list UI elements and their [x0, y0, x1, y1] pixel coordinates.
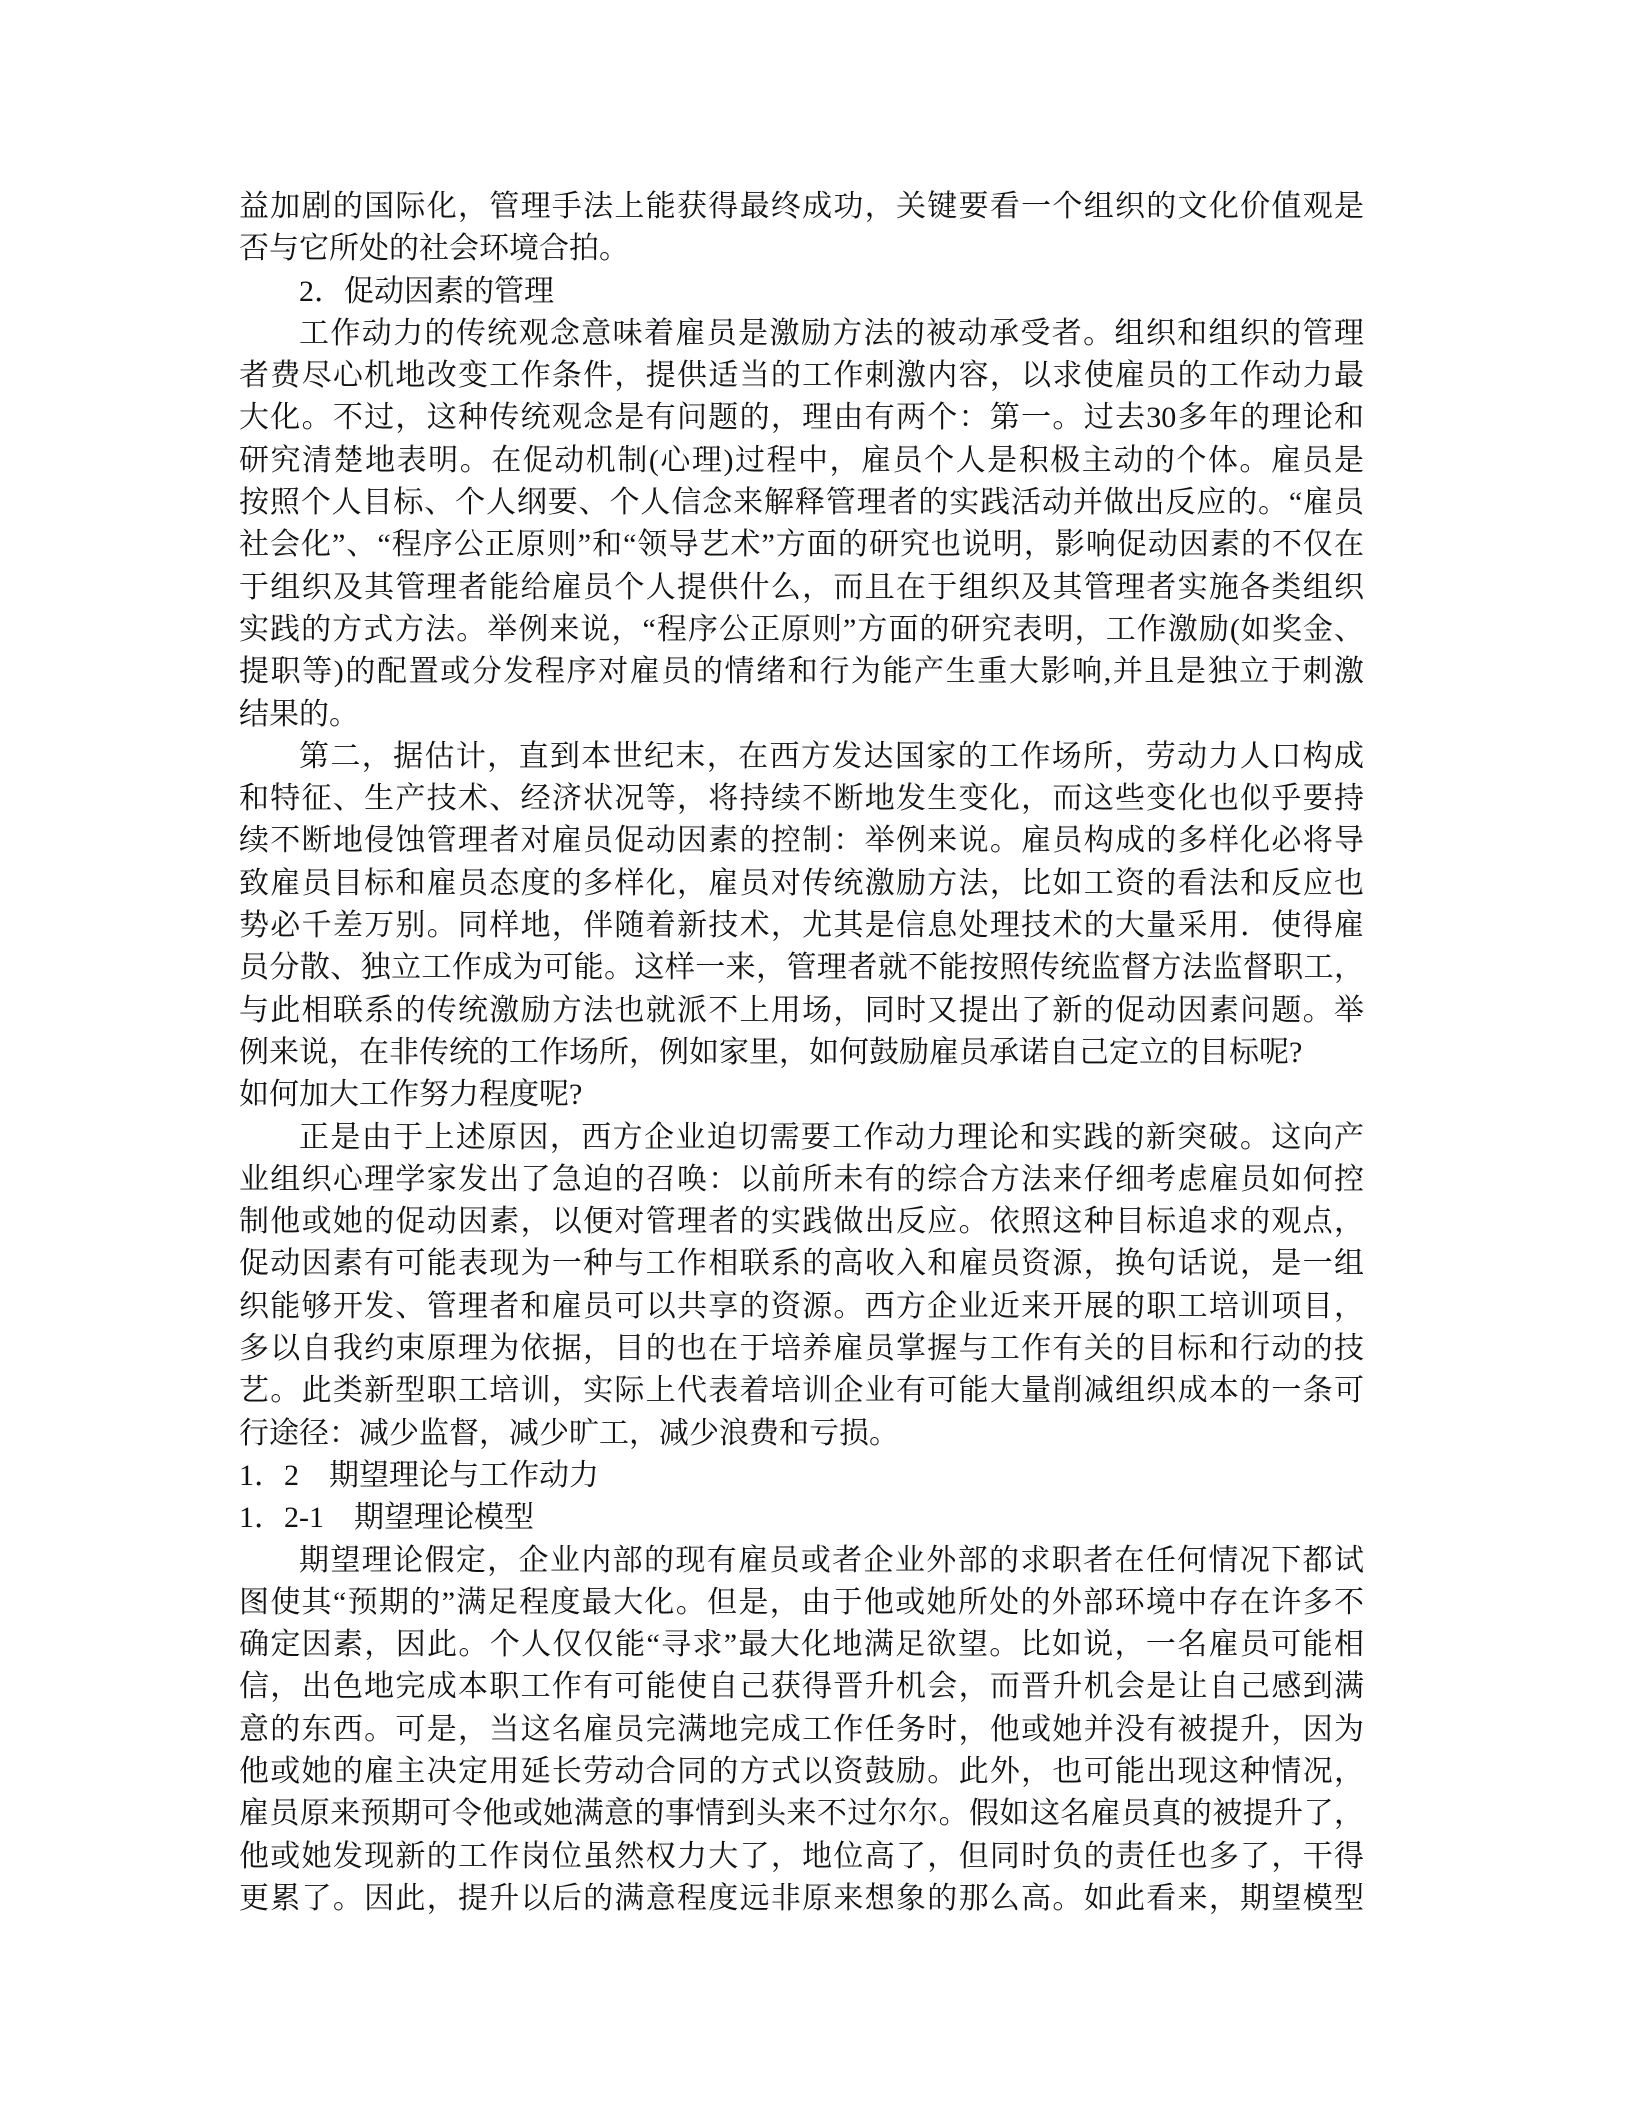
text-line: 他或她发现新的工作岗位虽然权力大了，地位高了，但同时负的责任也多了，干得 — [239, 1839, 1364, 1873]
text-line: 意的东西。可是，当这名雇员完满地完成工作任务时，他或她并没有被提升，因为 — [239, 1712, 1364, 1746]
text-line: 工作动力的传统观念意味着雇员是激励方法的被动承受者。组织和组织的管理 — [299, 316, 1364, 350]
text-line: 信，出色地完成本职工作有可能使自己获得晋升机会，而晋升机会是让自己感到满 — [239, 1670, 1364, 1704]
text-line: 益加剧的国际化，管理手法上能获得最终成功，关键要看一个组织的文化价值观是 — [239, 190, 1364, 223]
text-line: 业组织心理学家发出了急迫的召唤：以前所未有的综合方法来仔细考虑雇员如何控 — [239, 1162, 1364, 1196]
text-line: 期望理论假定，企业内部的现有雇员或者企业外部的求职者在任何情况下都试 — [299, 1543, 1364, 1577]
text-line: 按照个人目标、个人纲要、个人信念来解释管理者的实践活动并做出反应的。“雇员 — [239, 486, 1364, 520]
text-line: 例来说，在非传统的工作场所，例如家里，如何鼓励雇员承诺自己定立的目标呢? — [239, 1035, 1303, 1069]
text-line: 者费尽心机地改变工作条件，提供适当的工作刺激内容，以求使雇员的工作动力最 — [239, 359, 1364, 393]
text-line: 多以自我约束原理为依据，目的也在于培养雇员掌握与工作有关的目标和行动的技 — [239, 1332, 1364, 1366]
text-line: 社会化”、“程序公正原则”和“领导艺术”方面的研究也说明，影响促动因素的不仅在 — [239, 528, 1364, 562]
text-line: 雇员原来预期可令他或她满意的事情到头来不过尔尔。假如这名雇员真的被提升了， — [239, 1797, 1364, 1831]
text-line: 结果的。 — [239, 697, 359, 731]
text-line: 势必千差万别。同样地，伴随着新技术，尤其是信息处理技术的大量采用．使得雇 — [239, 909, 1364, 943]
text-line: 大化。不过，这种传统观念是有问题的，理由有两个：第一。过去30多年的理论和 — [239, 401, 1364, 435]
text-line: 如何加大工作努力程度呢? — [239, 1078, 583, 1112]
text-line: 艺。此类新型职工培训，实际上代表着培训企业有可能大量削减组织成本的一条可 — [239, 1374, 1364, 1408]
text-line: 确定因素，因此。个人仅仅能“寻求”最大化地满足欲望。比如说，一名雇员可能相 — [239, 1628, 1364, 1662]
text-line: 致雇员目标和雇员态度的多样化，雇员对传统激励方法，比如工资的看法和反应也 — [239, 866, 1364, 900]
text-line: 续不断地侵蚀管理者对雇员促动因素的控制：举例来说。雇员构成的多样化必将导 — [239, 824, 1364, 858]
text-line: 提职等)的配置或分发程序对雇员的情绪和行为能产生重大影响,并且是独立于刺激 — [239, 655, 1364, 689]
text-line: 图使其“预期的”满足程度最大化。但是，由于他或她所处的外部环境中存在许多不 — [239, 1585, 1364, 1619]
text-line: 更累了。因此，提升以后的满意程度远非原来想象的那么高。如此看来，期望模型 — [239, 1881, 1364, 1915]
text-line: 行途径：减少监督，减少旷工，减少浪费和亏损。 — [239, 1416, 899, 1450]
text-block — [239, 186, 1364, 1920]
heading-1-2: 1．2 期望理论与工作动力 — [239, 1458, 599, 1492]
text-line: 促动因素有可能表现为一种与工作相联系的高收入和雇员资源，换句话说，是一组 — [239, 1247, 1364, 1281]
text-line: 和特征、生产技术、经济状况等，将持续不断地发生变化，而这些变化也似乎要持 — [239, 782, 1364, 816]
text-line: 制他或她的促动因素，以便对管理者的实践做出反应。依照这种目标追求的观点， — [239, 1205, 1364, 1239]
text-line: 研究清楚地表明。在促动机制(心理)过程中，雇员个人是积极主动的个体。雇员是 — [239, 443, 1364, 477]
text-line: 实践的方式方法。举例来说，“程序公正原则”方面的研究表明，工作激励(如奖金、 — [239, 612, 1364, 646]
text-line: 与此相联系的传统激励方法也就派不上用场，同时又提出了新的促动因素问题。举 — [239, 993, 1364, 1027]
heading-1-2-1: 1．2-1 期望理论模型 — [239, 1501, 534, 1535]
text-line: 正是由于上述原因，西方企业迫切需要工作动力理论和实践的新突破。这向产 — [299, 1120, 1364, 1154]
text-line: 第二，据估计，直到本世纪末，在西方发达国家的工作场所，劳动力人口构成 — [299, 739, 1364, 773]
text-line: 员分散、独立工作成为可能。这样一来，管理者就不能按照传统监督方法监督职工， — [239, 951, 1364, 985]
text-line: 他或她的雇主决定用延长劳动合同的方式以资鼓励。此外，也可能出现这种情况， — [239, 1754, 1364, 1788]
text-line: 于组织及其管理者能给雇员个人提供什么，而且在于组织及其管理者实施各类组织 — [239, 570, 1364, 604]
text-line: 织能够开发、管理者和雇员可以共享的资源。西方企业近来开展的职工培训项目， — [239, 1289, 1364, 1323]
heading-promotion-management: 2．促动因素的管理 — [299, 274, 554, 308]
text-line: 否与它所处的社会环境合拍。 — [239, 232, 629, 266]
